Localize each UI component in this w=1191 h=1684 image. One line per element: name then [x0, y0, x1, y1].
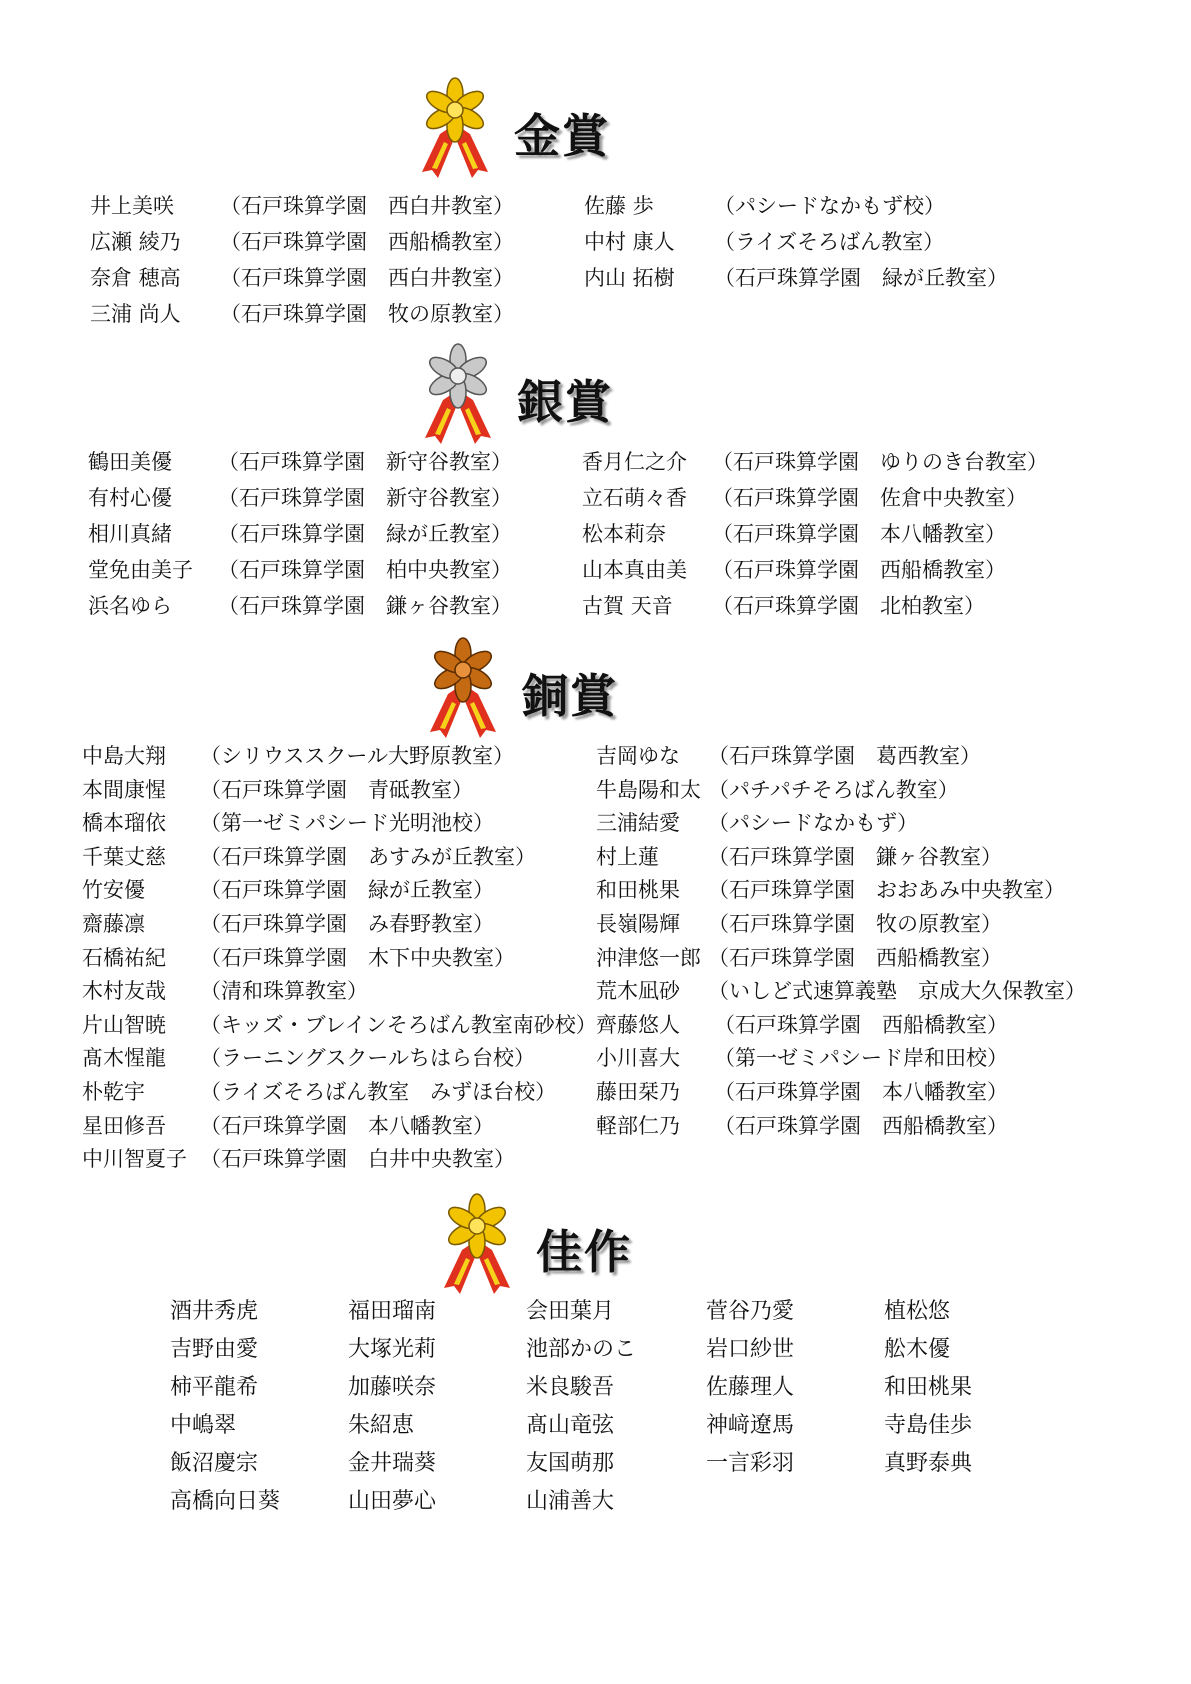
bronze-left-list	[82, 740, 597, 1177]
list-item	[584, 226, 1054, 262]
school-name: （石戸珠算学園 本八幡教室）	[712, 522, 1006, 546]
list-item	[90, 298, 570, 334]
winner-name: 三浦 尚人	[90, 302, 181, 326]
school-name: （石戸珠算学園 西船橋教室）	[714, 1113, 1008, 1138]
winner-name: 齋藤凛	[82, 911, 145, 936]
list-item	[82, 975, 582, 1009]
list-item: 池部かのこ	[526, 1337, 637, 1362]
list-item	[582, 446, 1122, 482]
school-name: （石戸珠算学園 新守谷教室）	[218, 450, 512, 474]
list-item: 岩口紗世	[706, 1337, 795, 1362]
winner-name: 朴乾宇	[82, 1079, 145, 1104]
list-item: 柿平龍希	[170, 1375, 259, 1400]
bronze-award-title: 銅賞	[522, 669, 618, 723]
school-name: （キッズ・ブレインそろばん教室南砂校）	[200, 1012, 597, 1037]
list-item: 寺島佳歩	[884, 1413, 973, 1438]
school-name: （石戸珠算学園 青砥教室）	[200, 777, 473, 802]
school-name: （石戸珠算学園 緑が丘教室）	[714, 266, 1008, 290]
list-item: 加藤咲奈	[348, 1375, 437, 1400]
winner-name: 佐藤 歩	[584, 194, 654, 218]
list-item	[88, 590, 568, 626]
name-column	[526, 1294, 636, 1522]
list-item	[596, 975, 1156, 1009]
winner-name: 古賀 天音	[582, 594, 673, 618]
winner-name: 和田桃果	[596, 878, 680, 903]
list-item	[82, 942, 582, 976]
list-item: 会田葉月	[526, 1299, 615, 1324]
silver-award-heading	[413, 338, 673, 448]
honorable-award-title: 佳作	[536, 1225, 632, 1279]
list-item: 舩木優	[884, 1337, 951, 1362]
list-item: 山浦善大	[526, 1489, 615, 1514]
list-item	[82, 874, 582, 908]
school-name: （ライズそろばん教室）	[714, 230, 945, 254]
list-item: 一言彩羽	[706, 1451, 795, 1476]
list-item	[82, 1009, 597, 1043]
list-item: 酒井秀虎	[170, 1299, 259, 1324]
school-name: （石戸珠算学園 佐倉中央教室）	[712, 486, 1027, 510]
winner-name: 小川喜大	[596, 1046, 680, 1071]
winner-name: 相川真緒	[88, 522, 172, 546]
silver-right-list	[582, 446, 1122, 626]
list-item	[596, 908, 1156, 942]
list-item: 植松悠	[884, 1299, 951, 1324]
school-name: （パシードなかもず）	[708, 811, 918, 836]
winner-name: 竹安優	[82, 878, 145, 903]
gold-rosette-icon	[410, 72, 500, 178]
list-item	[90, 190, 570, 226]
silver-left-list	[88, 446, 568, 626]
list-item	[596, 740, 1156, 774]
list-item: 山田夢心	[348, 1489, 437, 1514]
list-item	[82, 1076, 582, 1110]
winner-name: 齊藤悠人	[596, 1012, 680, 1037]
winner-name: 星田修吾	[82, 1113, 166, 1138]
list-item	[90, 262, 570, 298]
winner-name: 井上美咲	[90, 194, 174, 218]
school-name: （石戸珠算学園 み春野教室）	[200, 911, 494, 936]
list-item: 神﨑遼馬	[706, 1413, 795, 1438]
gold-right-list	[584, 190, 1054, 298]
winner-name: 堂免由美子	[88, 558, 193, 582]
list-item: 中嶋翠	[170, 1413, 237, 1438]
gold-rosette-icon	[432, 1188, 522, 1294]
list-item	[584, 262, 1054, 298]
winner-name: 吉岡ゆな	[596, 744, 680, 768]
school-name: （石戸珠算学園 葛西教室）	[708, 744, 981, 768]
school-name: （石戸珠算学園 木下中央教室）	[200, 945, 515, 970]
winner-name: 石橋祐紀	[82, 945, 166, 970]
winner-name: 髙木惺龍	[82, 1046, 166, 1071]
winner-name: 長嶺陽輝	[596, 911, 680, 936]
winner-name: 三浦結愛	[596, 811, 680, 836]
school-name: （ライズそろばん教室 みずほ台校）	[200, 1079, 557, 1104]
list-item: 米良駿吾	[526, 1375, 615, 1400]
list-item: 菅谷乃愛	[706, 1299, 795, 1324]
school-name: （パシードなかもず校）	[714, 194, 945, 218]
winner-name: 松本莉奈	[582, 522, 666, 546]
winner-name: 軽部仁乃	[596, 1113, 680, 1138]
winner-name: 鶴田美優	[88, 450, 172, 474]
list-item	[596, 874, 1156, 908]
school-name: （清和珠算教室）	[200, 979, 368, 1004]
school-name: （石戸珠算学園 新守谷教室）	[218, 486, 512, 510]
school-name: （石戸珠算学園 本八幡教室）	[200, 1113, 494, 1138]
list-item	[596, 942, 1156, 976]
list-item	[596, 1076, 1156, 1110]
list-item: 真野泰典	[884, 1451, 973, 1476]
school-name: （石戸珠算学園 西白井教室）	[220, 194, 514, 218]
winner-name: 村上蓮	[596, 844, 659, 869]
school-name: （シリウススクール大野原教室）	[200, 744, 514, 768]
winner-name: 本間康惺	[82, 777, 166, 802]
gold-left-list	[90, 190, 570, 334]
list-item: 佐藤理人	[706, 1375, 795, 1400]
list-item	[82, 740, 582, 774]
bronze-rosette-icon	[418, 632, 508, 738]
school-name: （石戸珠算学園 牧の原教室）	[708, 911, 1002, 936]
list-item	[596, 1042, 1156, 1076]
winner-name: 広瀬 綾乃	[90, 230, 181, 254]
winner-name: 中島大翔	[82, 744, 166, 768]
name-column	[706, 1294, 794, 1484]
list-item	[88, 446, 568, 482]
list-item: 高橋向日葵	[170, 1489, 281, 1514]
list-item	[82, 1143, 582, 1177]
school-name: （石戸珠算学園 西船橋教室）	[708, 945, 1002, 970]
list-item	[88, 482, 568, 518]
winner-name: 立石萌々香	[582, 486, 687, 510]
list-item	[596, 1110, 1156, 1144]
winner-name: 奈倉 穂高	[90, 266, 181, 290]
school-name: （石戸珠算学園 ゆりのき台教室）	[712, 450, 1048, 474]
school-name: （石戸珠算学園 鎌ヶ谷教室）	[218, 594, 512, 618]
school-name: （石戸珠算学園 柏中央教室）	[218, 558, 512, 582]
bronze-award-heading	[418, 632, 678, 742]
winner-name: 有村心優	[88, 486, 172, 510]
school-name: （第一ゼミパシード岸和田校）	[714, 1046, 1008, 1071]
winner-name: 浜名ゆら	[88, 594, 172, 618]
list-item	[82, 807, 582, 841]
list-item	[82, 774, 582, 808]
winner-name: 香月仁之介	[582, 450, 687, 474]
school-name: （石戸珠算学園 西船橋教室）	[220, 230, 514, 254]
list-item: 朱紹恵	[348, 1413, 415, 1438]
winner-name: 千葉丈慈	[82, 844, 166, 869]
winner-name: 内山 拓樹	[584, 266, 675, 290]
list-item: 髙山竜弦	[526, 1413, 615, 1438]
list-item	[582, 590, 1122, 626]
name-column	[348, 1294, 436, 1522]
winner-name: 中川智夏子	[82, 1147, 187, 1172]
list-item: 飯沼慶宗	[170, 1451, 259, 1476]
name-column	[884, 1294, 972, 1484]
list-item	[582, 518, 1122, 554]
list-item	[582, 482, 1122, 518]
school-name: （石戸珠算学園 緑が丘教室）	[200, 878, 494, 903]
winner-name: 中村 康人	[584, 230, 675, 254]
list-item	[596, 841, 1156, 875]
school-name: （石戸珠算学園 牧の原教室）	[220, 302, 514, 326]
school-name: （石戸珠算学園 西船橋教室）	[712, 558, 1006, 582]
school-name: （いしど式速算義塾 京成大久保教室）	[708, 979, 1086, 1004]
list-item	[82, 1110, 582, 1144]
list-item: 大塚光莉	[348, 1337, 437, 1362]
school-name: （石戸珠算学園 西白井教室）	[220, 266, 514, 290]
list-item: 友国萌那	[526, 1451, 615, 1476]
list-item: 和田桃果	[884, 1375, 973, 1400]
list-item	[88, 554, 568, 590]
school-name: （第一ゼミパシード光明池校）	[200, 811, 494, 836]
school-name: （パチパチそろばん教室）	[708, 777, 959, 802]
school-name: （石戸珠算学園 西船橋教室）	[714, 1012, 1008, 1037]
gold-award-heading	[410, 72, 670, 182]
list-item	[596, 774, 1156, 808]
winner-name: 木村友哉	[82, 979, 166, 1004]
winner-name: 沖津悠一郎	[596, 945, 701, 970]
winner-name: 橋本瑠依	[82, 811, 166, 836]
silver-award-title: 銀賞	[517, 375, 613, 429]
list-item	[82, 1042, 582, 1076]
bronze-right-list	[596, 740, 1156, 1143]
winner-name: 牛島陽和太	[596, 777, 701, 802]
list-item	[584, 190, 1054, 226]
school-name: （石戸珠算学園 本八幡教室）	[714, 1079, 1008, 1104]
winner-name: 片山智暁	[82, 1012, 166, 1037]
honorable-award-heading	[432, 1188, 692, 1298]
list-item: 吉野由愛	[170, 1337, 259, 1362]
list-item	[582, 554, 1122, 590]
list-item	[82, 841, 582, 875]
list-item	[596, 807, 1156, 841]
list-item	[90, 226, 570, 262]
winner-name: 山本真由美	[582, 558, 687, 582]
gold-award-title: 金賞	[514, 109, 610, 163]
list-item: 福田瑠南	[348, 1299, 437, 1324]
school-name: （石戸珠算学園 白井中央教室）	[200, 1147, 515, 1172]
silver-rosette-icon	[413, 338, 503, 444]
school-name: （石戸珠算学園 あすみが丘教室）	[200, 844, 536, 869]
list-item	[88, 518, 568, 554]
school-name: （石戸珠算学園 おおあみ中央教室）	[708, 878, 1065, 903]
list-item: 金井瑞葵	[348, 1451, 437, 1476]
honorable-name-grid	[170, 1294, 1070, 1524]
school-name: （石戸珠算学園 北柏教室）	[712, 594, 985, 618]
school-name: （石戸珠算学園 鎌ヶ谷教室）	[708, 844, 1002, 869]
school-name: （ラーニングスクールちはら台校）	[200, 1046, 535, 1071]
winner-name: 荒木凪砂	[596, 979, 680, 1004]
school-name: （石戸珠算学園 緑が丘教室）	[218, 522, 512, 546]
list-item	[596, 1009, 1156, 1043]
name-column	[170, 1294, 280, 1522]
winner-name: 藤田栞乃	[596, 1079, 680, 1104]
list-item	[82, 908, 582, 942]
